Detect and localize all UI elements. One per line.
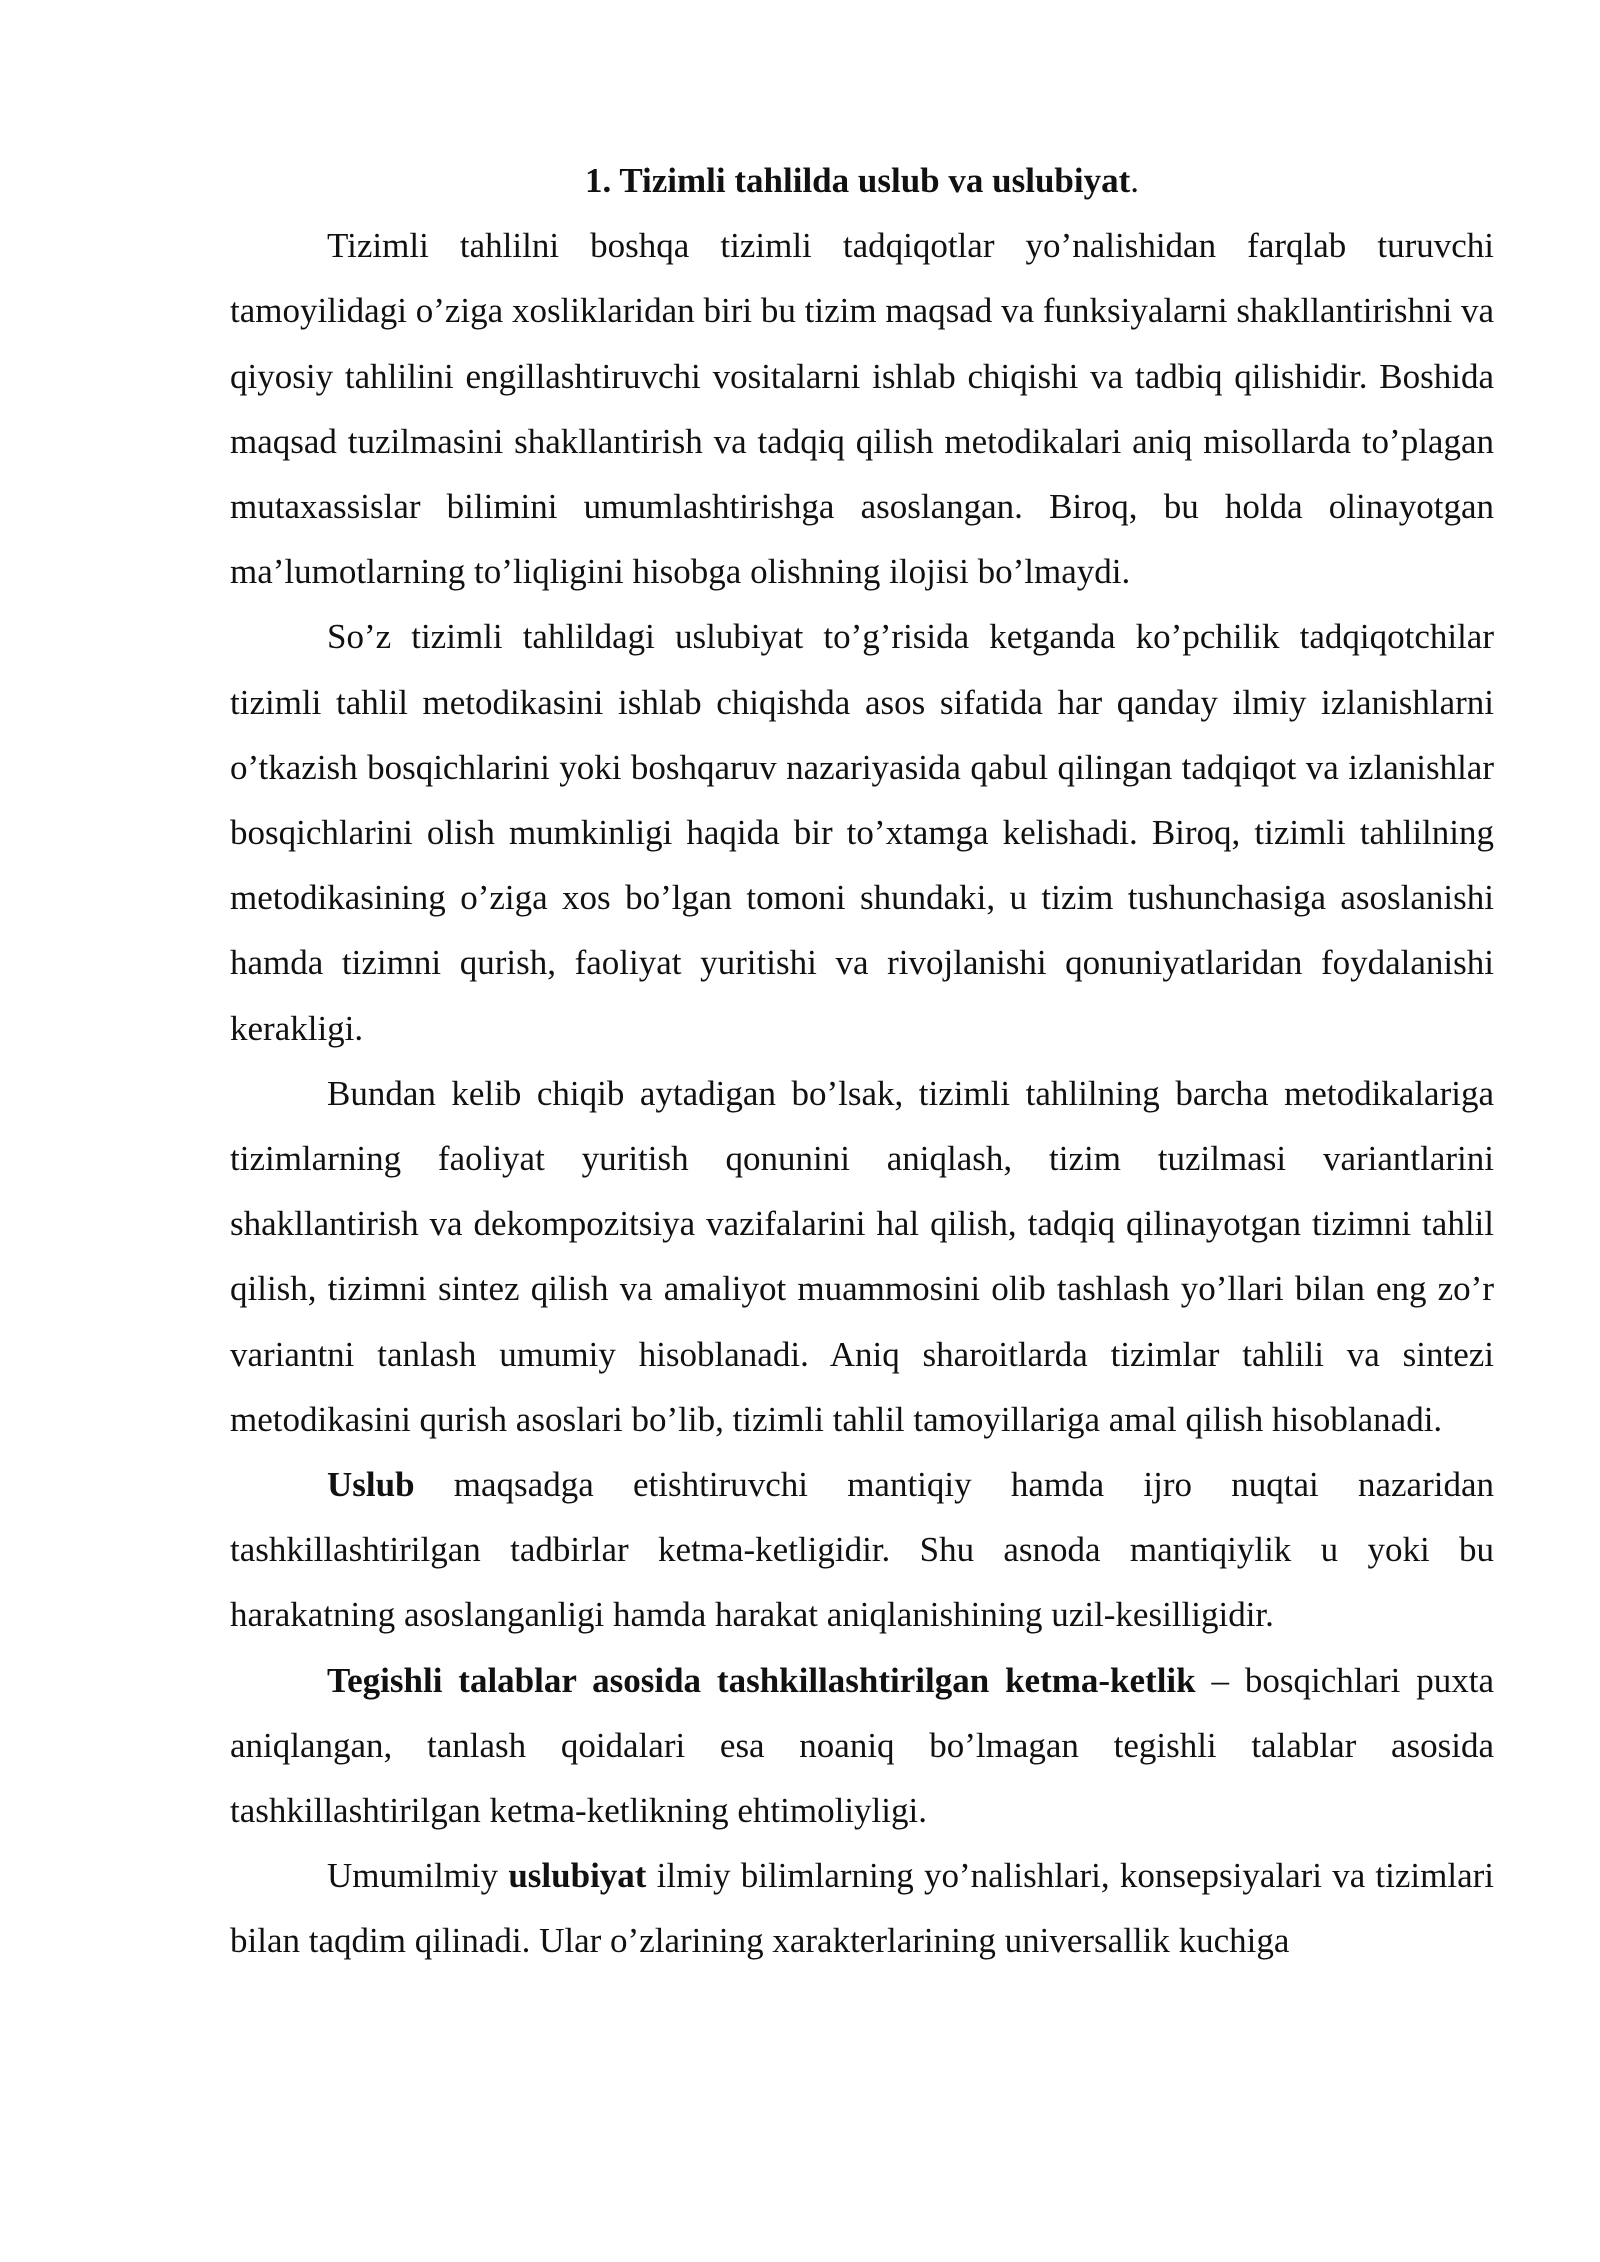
section-title-period: . (1130, 161, 1140, 200)
paragraph-1 (230, 213, 1494, 604)
section-title (230, 148, 1494, 213)
paragraph-5 (230, 1648, 1494, 1844)
paragraph-4 (230, 1452, 1494, 1648)
paragraph-6-text: ilmiy bilimlarning yo’nalishlari, konsepsiyalari va tizimlari bilan taqdim qilinadi. Ular o’zlarining xarakterlarining universallik kuchiga (230, 1856, 1495, 1961)
term-ketma-ketlik: Tegishli talablar asosida tashkillashtirilgan ketma-ketlik (327, 1660, 1196, 1700)
paragraph-2 (230, 604, 1494, 1060)
paragraph-6-lead: Umumilmiy (327, 1856, 509, 1896)
paragraph-1-text: Tizimli tahlilni boshqa tizimli tadqiqotlar yo’nalishidan farqlab turuvchi tamoyilidagi o’ziga xosliklaridan biri bu tizim maqsad va funksiyalarni shakllantirishni va qiyosiy tahlilini engillashtiruvchi vositalarni ishlab chiqishi va tadbiq qilishidir. Boshida maqsad tuzilmasini shakllantirish va tadqiq qilish metodikalari aniq misollarda to’plagan mutaxassislar bilimini umumlashtirishga asoslangan. Biroq, bu holda olinayotgan ma’lumotlarning to’liqligini hisobga olishning ilojisi bo’lmaydi. (230, 226, 1494, 592)
paragraph-4-text: maqsadga etishtiruvchi mantiqiy hamda ijro nuqtai nazaridan tashkillashtirilgan tadbirlar ketma-ketligidir. Shu asnoda mantiqiylik u yoki bu harakatning asoslanganligi hamda harakat aniqlanishining uzil-kesilligidir. (230, 1465, 1494, 1635)
paragraph-3 (230, 1061, 1494, 1452)
paragraph-2-text: So’z tizimli tahlildagi uslubiyat to’g’risida ketganda ko’pchilik tadqiqotchilar tizimli tahlil metodikasini ishlab chiqishda asos sifatida har qanday ilmiy izlanishlarni o’tkazish bosqichlarini yoki boshqaruv nazariyasida qabul qilingan tadqiqot va izlanishlar bosqichlarini olish mumkinligi haqida bir to’xtamga kelishadi. Biroq, tizimli tahlilning metodikasining o’ziga xos bo’lgan tomoni shundaki, u tizim tushunchasiga asoslanishi hamda tizimni qurish, faoliyat yuritishi va rivojlanishi qonuniyatlaridan foydalanishi kerakligi. (230, 617, 1494, 1048)
paragraph-3-text: Bundan kelib chiqib aytadigan bo’lsak, tizimli tahlilning barcha metodikalariga tizimlarning faoliyat yuritish qonunini aniqlash, tizim tuzilmasi variantlarini shakllantirish va dekompozitsiya vazifalarini hal qilish, tadqiq qilinayotgan tizimni tahlil qilish, tizimni sintez qilish va amaliyot muammosini olib tashlash yo’llari bilan eng zo’r variantni tanlash umumiy hisoblanadi. Aniq sharoitlarda tizimlar tahlili va sintezi metodikasini qurish asoslari bo’lib, tizimli tahlil tamoyillariga amal qilish hisoblanadi. (230, 1073, 1494, 1439)
paragraph-5-text: – bosqichlari puxta aniqlangan, tanlash qoidalari esa noaniq bo’lmagan tegishli talablar asosida tashkillashtirilgan ketma-ketlikning ehtimoliyligi. (230, 1660, 1494, 1831)
paragraph-6 (230, 1843, 1494, 1973)
section-title-text: 1. Tizimli tahlilda uslub va uslubiyat (584, 161, 1131, 200)
term-uslubiyat: uslubiyat (508, 1856, 647, 1896)
term-uslub: Uslub (327, 1465, 415, 1505)
